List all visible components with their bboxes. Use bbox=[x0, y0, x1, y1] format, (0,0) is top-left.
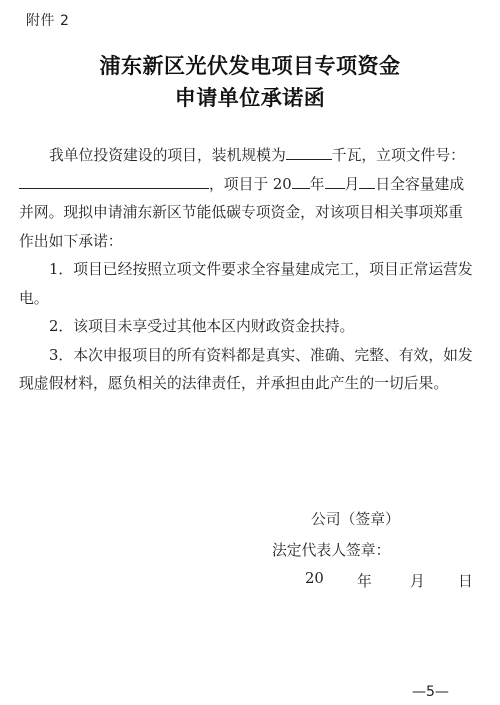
company-seal-label: 公司（签章） bbox=[311, 511, 400, 528]
intro-paragraph bbox=[19, 142, 473, 256]
date-year-prefix: 20 bbox=[305, 570, 324, 587]
commitment-item-1: 1．项目已经按照立项文件要求全容量建成完工，项目正常运营发电。 bbox=[19, 261, 473, 307]
document-body bbox=[19, 142, 473, 399]
intro-text-e: 月 bbox=[344, 175, 360, 193]
intro-text-c: ，项目于 20 bbox=[209, 175, 292, 193]
capacity-blank bbox=[286, 143, 332, 160]
approval-doc-number-blank bbox=[19, 172, 209, 189]
commitment-item-3: 3．本次申报项目的所有资料都是真实、准确、完整、有效，如发现虚假材料，愿负相关的法律责任，并承担由此产生的一切后果。 bbox=[19, 346, 473, 392]
date-day-label: 日 bbox=[458, 573, 473, 590]
intro-text-a: 我单位投资建设的项目，装机规模为 bbox=[49, 147, 286, 164]
day-blank bbox=[359, 172, 375, 189]
legal-representative-label: 法定代表人签章： bbox=[272, 542, 391, 559]
document-title-line-1: 浦东新区光伏发电项目专项资金 bbox=[99, 53, 401, 78]
year-blank bbox=[292, 172, 310, 189]
attachment-label: 附件 2 bbox=[26, 13, 70, 29]
page-number: —5— bbox=[412, 684, 449, 700]
commitment-item-2: 2．该项目未享受过其他本区内财政资金扶持。 bbox=[49, 318, 355, 335]
intro-text-b: 千瓦，立项文件号： bbox=[331, 147, 465, 164]
document-title-line-2: 申请单位承诺函 bbox=[174, 85, 326, 110]
month-blank bbox=[325, 172, 345, 189]
intro-text-d: 年 bbox=[309, 175, 325, 193]
date-year-label: 年 bbox=[357, 573, 372, 590]
date-month-label: 月 bbox=[410, 573, 425, 590]
intro-text-f: 日全容量建成并网。现拟申请浦东新区节能低碳专项资金，对该项目相关事项郑重作出如下承诺： bbox=[19, 175, 465, 250]
